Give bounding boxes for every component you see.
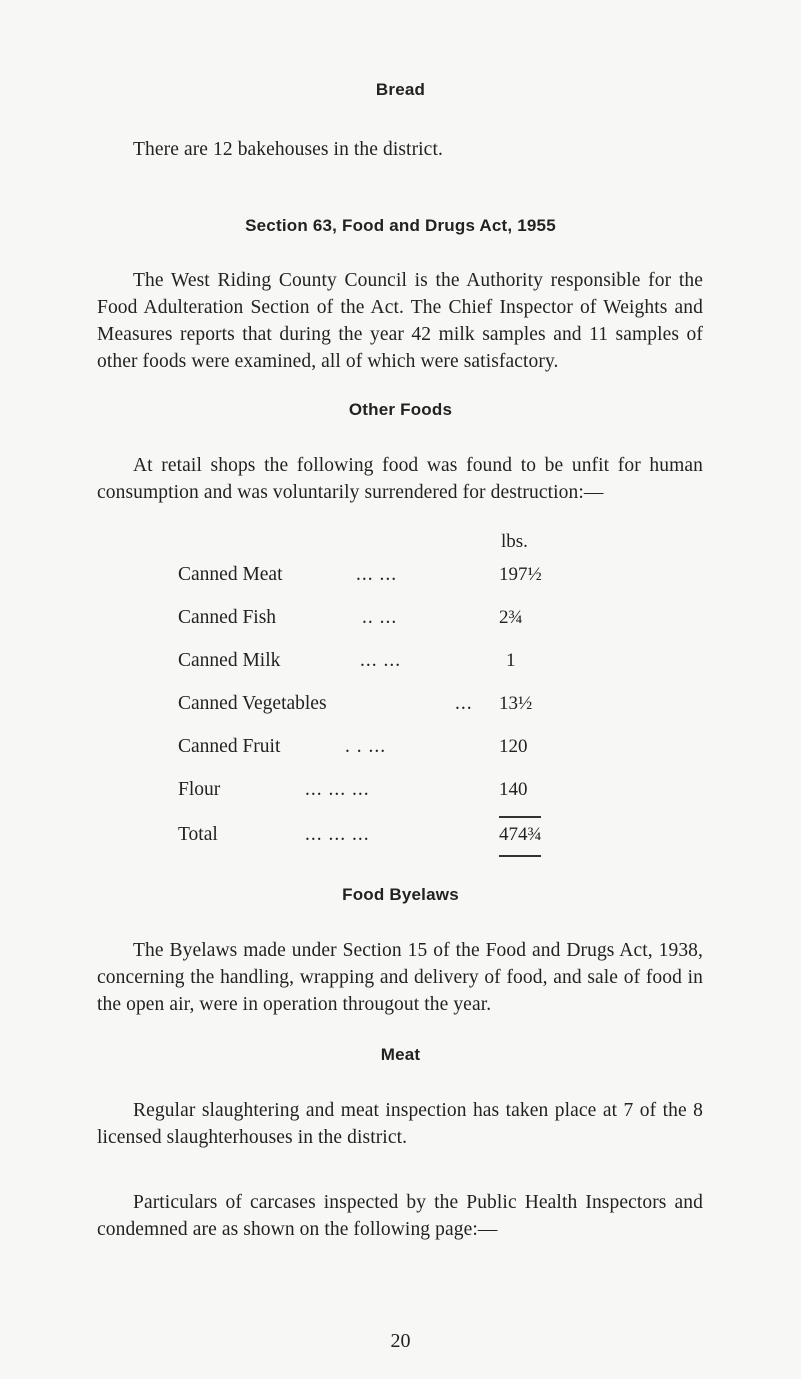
meat-text-2: Particulars of carcases inspected by the Public Health Inspectors and condemned are as shown on the following page:— [97, 1192, 703, 1240]
item-value: 197½ [499, 564, 542, 585]
heading-bread: Bread [375, 80, 426, 99]
item-label: Canned Vegetables [178, 693, 327, 714]
bread-text: There are 12 bakehouses in the district. [133, 139, 443, 160]
other-foods-text: At retail shops the following food was found to be unfit for human consumption and was voluntarily surrendered for destruction:— [97, 455, 703, 503]
item-leader-dots: .. ... [362, 607, 398, 628]
heading-meat: Meat [380, 1045, 421, 1064]
item-label: Canned Fish [178, 607, 277, 628]
total-label: Total [178, 824, 218, 845]
item-label: Canned Meat [178, 564, 283, 585]
byelaws-text: The Byelaws made under Section 15 of the Food and Drugs Act, 1938, concerning the handling, wrapping and delivery of food, and sale of food in the open air, were in operation througout the year. [97, 940, 703, 1015]
item-value: 140 [499, 779, 528, 800]
page-number: 20 [390, 1330, 411, 1352]
item-label: Flour [178, 779, 221, 800]
total-value: 474¾ [499, 824, 542, 845]
total-leader-dots: ... ... ... [305, 824, 370, 845]
item-leader-dots: ... ... [360, 650, 402, 671]
item-value: 13½ [499, 693, 533, 714]
heading-food-drugs-act: Section 63, Food and Drugs Act, 1955 [245, 216, 556, 235]
heading-other-foods: Other Foods [348, 400, 453, 419]
item-label: Canned Fruit [178, 736, 281, 757]
item-leader-dots: ... ... [356, 564, 398, 585]
item-value: 1 [506, 650, 516, 671]
item-value: 120 [499, 736, 528, 757]
meat-text-1: Regular slaughtering and meat inspection has taken place at 7 of the 8 licensed slaughterhouses in the district. [97, 1100, 703, 1148]
item-value: 2¾ [499, 607, 523, 628]
heading-food-byelaws: Food Byelaws [342, 885, 459, 904]
item-leader-dots: . . ... [345, 736, 387, 757]
item-leader-dots: ... ... ... [305, 779, 370, 800]
item-label: Canned Milk [178, 650, 281, 671]
food-drugs-text: The West Riding County Council is the Authority responsible for the Food Adulteration Section of the Act. The Chief Inspector of Weights and Measures reports that during the year 42 milk samples and 11 samples of other foods were examined, all of which were satisfactory. [97, 270, 703, 372]
total-rule-top [499, 816, 541, 818]
total-rule-bottom [499, 855, 541, 857]
units-label: lbs. [501, 531, 528, 552]
item-leader-dots: ... [455, 693, 473, 714]
